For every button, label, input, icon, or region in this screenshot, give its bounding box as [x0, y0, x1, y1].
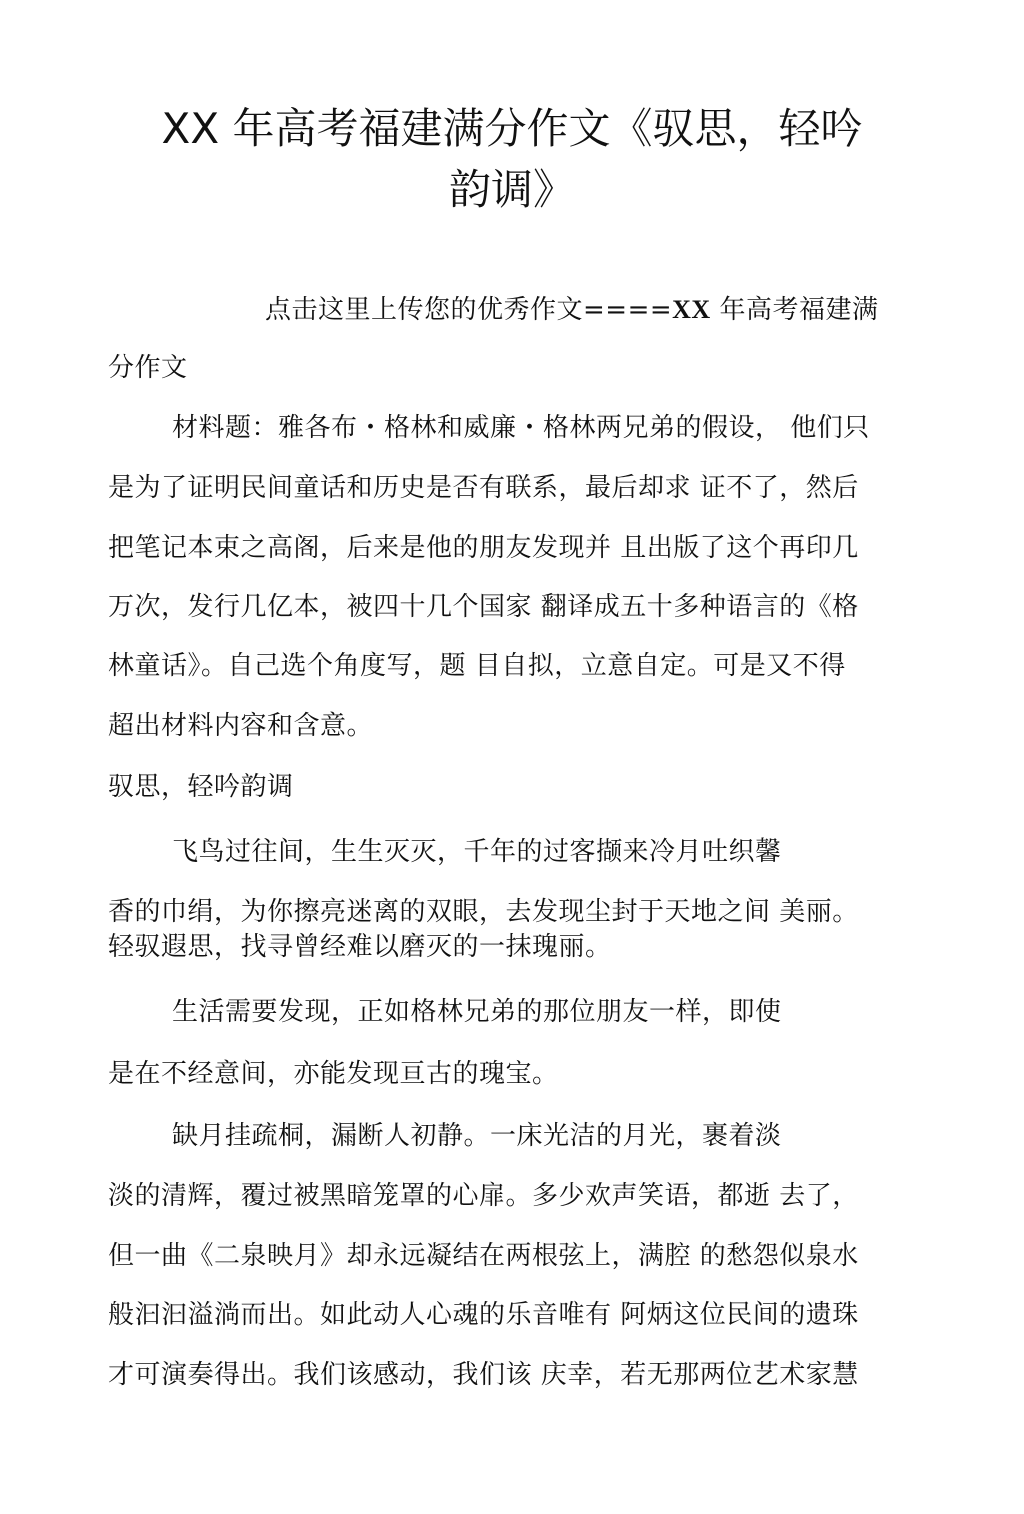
intro-separator: ==== [583, 295, 673, 325]
intro-line-2: 分作文 [108, 353, 188, 383]
intro-strong: XX [672, 295, 711, 324]
body-line: 才可演奏得出。我们该感动，我们该 庆幸，若无那两位艺术家慧 [108, 1360, 859, 1390]
body-line: 缺月挂疏桐，漏断人初静。一床光洁的月光，裹着淡 [172, 1121, 782, 1151]
body-line: 淡的清辉，覆过被黑暗笼罩的心扉。多少欢声笑语，都逝 去了， [108, 1181, 859, 1211]
upload-link[interactable]: 点击这里上传您的优秀作文 [265, 295, 584, 325]
body-line: 万次，发行几亿本，被四十几个国家 翻译成五十多种语言的《格 [108, 592, 859, 622]
body-line: 是在不经意间，亦能发现亘古的瑰宝。 [108, 1059, 559, 1089]
essay-subtitle: 驭思，轻吟韵调 [108, 772, 294, 802]
document-title-line-2: 韵调》 [448, 165, 575, 214]
body-line: 但一曲《二泉映月》却永远凝结在两根弦上，满腔 的愁怨似泉水 [108, 1241, 859, 1271]
document-title-line-1: XX 年高考福建满分作文《驭思，轻吟 [161, 104, 863, 153]
body-line: 飞鸟过往间，生生灭灭，千年的过客撷来冷月吐织馨 [172, 837, 782, 867]
intro-rest: 年高考福建满 [710, 295, 879, 325]
body-line: 林童话》。自己选个角度写，题 目自拟，立意自定。可是又不得 [108, 651, 846, 681]
body-line: 是为了证明民间童话和历史是否有联系，最后却求 证不了，然后 [108, 473, 859, 503]
body-line: 生活需要发现，正如格林兄弟的那位朋友一样，即使 [172, 997, 782, 1027]
body-line: 香的巾绢，为你擦亮迷离的双眼，去发现尘封于天地之间 美丽。 [108, 897, 859, 927]
intro-line [265, 293, 878, 327]
body-line: 把笔记本束之高阁，后来是他的朋友发现并 且出版了这个再印几 [108, 533, 859, 563]
body-line: 般汩汩溢淌而出。如此动人心魂的乐音唯有 阿炳这位民间的遗珠 [108, 1300, 859, 1330]
body-line: 材料题：雅各布・格林和威廉・格林两兄弟的假设， 他们只 [172, 413, 870, 443]
body-line: 轻驭遐思，找寻曾经难以磨灭的一抹瑰丽。 [108, 932, 612, 962]
body-line: 超出材料内容和含意。 [108, 711, 374, 741]
